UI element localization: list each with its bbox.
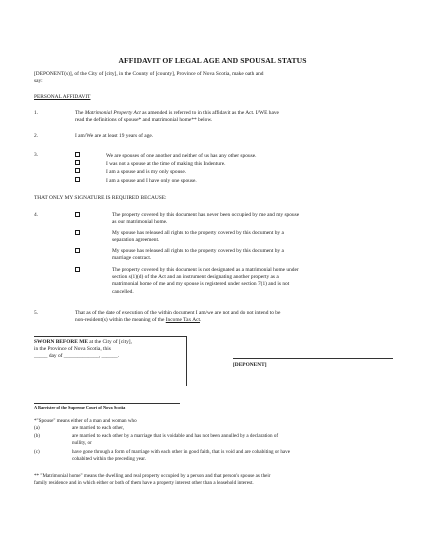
item-5-text — [75, 310, 395, 324]
intro-paragraph — [34, 71, 394, 85]
matrimonial-property-act: Matrimonial Property Act — [84, 110, 141, 116]
item-3-options — [75, 152, 256, 185]
footnote-spouse — [34, 418, 394, 425]
item-4-number: 4. — [34, 212, 39, 218]
footnote-b-label: (b) — [34, 433, 40, 439]
checkbox-4b[interactable] — [75, 230, 80, 238]
footnote-a-label: (a) — [34, 425, 40, 431]
footnote-home-line-2: family residence and in which either or both of them have a property interest other than a leasehold interest. — [34, 480, 254, 486]
item-4-option-a — [112, 212, 394, 226]
sworn-date-line[interactable]: _____ day of _____________, ______. — [34, 353, 120, 360]
sworn-line-2: in the Province of Nova Scotia, this — [34, 346, 111, 353]
item-4d-line-1: The property covered by this document is not designated as a matrimonial home under — [112, 267, 299, 273]
item-5-line-2-pre: non-resident(s) within the meaning of the — [75, 317, 166, 324]
footnote-c-text — [72, 449, 394, 463]
deponent-label: [DEPONENT] — [233, 362, 267, 368]
checkbox[interactable] — [75, 212, 80, 217]
item-3-option-label: We are spouses of one another and neither of us has any other spouse. — [106, 153, 257, 159]
sworn-before-me: SWORN BEFORE ME — [34, 339, 88, 345]
signature-required-heading: THAT ONLY MY SIGNATURE IS REQUIRED BECAUSE: — [34, 195, 167, 201]
item-3-option-label: I am a spouse and I have only one spouse. — [106, 177, 197, 184]
item-4d-line-2: section s(1)(d) of the Act and an instrument designating another property as a — [112, 274, 279, 281]
item-2-text: I am/We are at least 19 years of age. — [75, 133, 154, 139]
item-1-line-2: read the definitions of spouse* and matrimonial home** below. — [75, 117, 213, 124]
footnote-b-line-2: nullity, or — [72, 440, 92, 446]
item-1-number: 1. — [34, 110, 39, 116]
footnote-a-text — [72, 425, 394, 432]
footnote-home-line-1: ** "Matrimonial home" means the dwelling and real property occupied by a person and that person's spouse as their — [34, 473, 271, 479]
item-4a-line-2: as our matrimonial home. — [112, 219, 168, 226]
item-4c-line-1: My spouse has released all rights to the property covered by this document by a — [112, 248, 284, 254]
checkbox[interactable] — [75, 168, 80, 173]
item-3-option-label: I am a spouse and is my only spouse. — [106, 169, 187, 176]
deponent-signature-line[interactable] — [233, 358, 393, 359]
item-1-text — [75, 110, 395, 124]
item-3-option-row — [75, 152, 256, 160]
checkbox[interactable] — [75, 177, 80, 182]
footnote-c-line-2: cohabited within the preceding year. — [72, 456, 146, 462]
signature-top-rule — [34, 336, 186, 337]
checkbox[interactable] — [75, 267, 80, 272]
checkbox-4d[interactable] — [75, 267, 80, 275]
checkbox[interactable] — [75, 248, 80, 253]
item-4d-line-3: matrimonial home of me and my spouse is registered under section 7(1) and is not — [112, 281, 290, 288]
checkbox[interactable] — [75, 160, 80, 165]
intro-line-2: say: — [34, 78, 43, 85]
checkbox[interactable] — [75, 230, 80, 235]
sworn-block — [34, 339, 184, 361]
checkbox[interactable] — [75, 152, 80, 157]
item-5-line-2 — [75, 317, 395, 324]
item-3-number: 3. — [34, 152, 39, 158]
footnote-c-line-1: have gone through a form of marriage with each other in good faith, that is void and are cohabiting or have — [72, 449, 290, 455]
footnote-b-text — [72, 433, 394, 447]
barrister-signature-line[interactable] — [34, 403, 180, 404]
item-5-number: 5. — [34, 310, 39, 316]
item-4a-line-1: The property covered by this document has never been occupied by me and my spouse — [112, 212, 300, 218]
item-5-line-1: That as of the date of execution of the within document I am/we are not and do not intend to be — [75, 310, 281, 316]
barrister-label: A Barrister of the Supreme Court of Nova Scotia — [34, 405, 126, 410]
item-2-number: 2. — [34, 133, 39, 139]
personal-affidavit-heading: PERSONAL AFFIDAVIT — [34, 94, 91, 100]
item-3-option-row — [75, 177, 256, 185]
footnote-a-line-1: are married to each other, — [72, 425, 124, 431]
item-3-option-row — [75, 160, 256, 168]
footnote-spouse-intro: *"Spouse" means either of a man and woman who — [34, 418, 137, 424]
signature-divider — [186, 336, 187, 386]
intro-line-1: [DEPONENT(s)], of the City of [city], in the County of [county], Province of Nova Scotia, make oath and — [34, 71, 264, 77]
footnote-c-label: (c) — [34, 449, 40, 455]
item-1-pre: The — [75, 110, 85, 116]
item-4d-line-4: cancelled. — [112, 288, 134, 295]
item-4-option-c — [112, 248, 394, 262]
document-title: AFFIDAVIT OF LEGAL AGE AND SPOUSAL STATUS — [118, 56, 307, 65]
checkbox-4c[interactable] — [75, 248, 80, 256]
item-1-line-1-rest: as amended is referred to in this affidavit as the Act. I/WE have — [140, 110, 279, 116]
item-4-option-d — [112, 267, 394, 296]
item-5-line-2-post: . — [200, 317, 202, 324]
item-3-option-label: I was not a spouse at the time of making this Indenture. — [106, 161, 226, 168]
income-tax-act: Income Tax Act — [165, 317, 200, 324]
item-4b-line-1: My spouse has released all rights to the property covered by this document by a — [112, 230, 284, 236]
footnote-b-line-1: are married to each other by a marriage that is voidable and has not been annulled by a declaration of — [72, 433, 279, 439]
item-4b-line-2: separation agreement. — [112, 237, 160, 244]
item-3-option-row — [75, 168, 256, 176]
sworn-line-1-rest: at the City of [city], — [87, 339, 132, 345]
footnote-matrimonial-home — [34, 473, 394, 487]
item-4c-line-2: marriage contract. — [112, 255, 152, 262]
checkbox-4a[interactable] — [75, 212, 80, 220]
item-4-option-b — [112, 230, 394, 244]
